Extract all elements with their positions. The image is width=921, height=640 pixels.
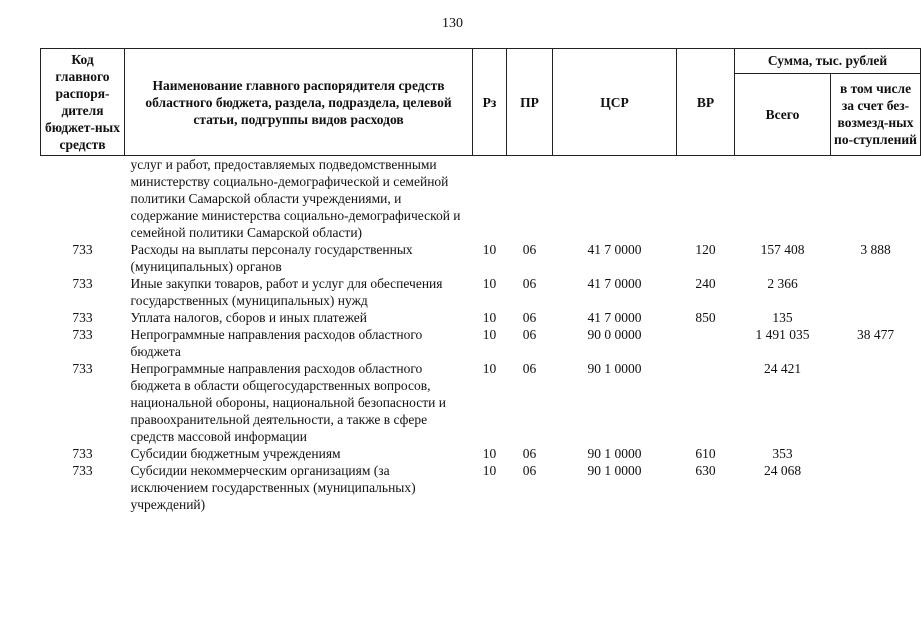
cell-code: 733: [72, 242, 93, 257]
cell-name: Непрограммные направления расходов областного бюджета в области общегосударственных вопросов, национальной обороны, национальной безопасности и правоохранительной деятельности, а также в сфере средств массовой информации: [130, 361, 446, 444]
header-rz: Рз: [473, 49, 507, 156]
cell-rz: 10: [482, 327, 497, 342]
cell-csr: [553, 156, 677, 242]
table-row: [41, 309, 921, 326]
cell-name: Непрограммные направления расходов областного бюджета: [130, 327, 423, 359]
cell-csr: 90 1 0000: [587, 463, 642, 478]
header-pr: ПР: [507, 49, 553, 156]
header-vr: ВР: [677, 49, 735, 156]
cell-total: 157 408: [760, 242, 805, 257]
cell-code: 733: [72, 327, 93, 342]
cell-pr: 06: [522, 276, 537, 291]
table-row: [41, 275, 921, 309]
cell-code: 733: [72, 446, 93, 461]
cell-grant: [831, 462, 921, 513]
page-number: 130: [442, 16, 463, 31]
cell-total: [735, 156, 831, 242]
table-row: [41, 360, 921, 445]
cell-pr: 06: [522, 446, 537, 461]
cell-pr: 06: [522, 463, 537, 478]
header-total: Всего: [735, 73, 831, 155]
cell-pr: [507, 156, 553, 242]
cell-vr: [677, 156, 735, 242]
cell-rz: 10: [482, 310, 497, 325]
cell-code: 733: [72, 276, 93, 291]
cell-vr: 850: [695, 310, 716, 325]
header-name: Наименование главного распорядителя средств областного бюджета, раздела, подраздела, целевой статьи, подгруппы видов расходов: [125, 49, 473, 156]
cell-rz: 10: [482, 242, 497, 257]
cell-grant: 38 477: [856, 327, 895, 342]
cell-grant: [831, 360, 921, 445]
cell-code: 733: [72, 361, 93, 376]
cell-total: 353: [772, 446, 793, 461]
cell-csr: 90 0 0000: [587, 327, 642, 342]
cell-name: услуг и работ, предоставляемых подведомственными министерству социально-демографической и семейной политики Самарской области учреждениями, и содержание министерства социально-демографической и семейной политики Самарской области): [130, 157, 461, 240]
cell-csr: 90 1 0000: [587, 446, 642, 461]
cell-vr: 240: [695, 276, 716, 291]
cell-total: 2 366: [767, 276, 798, 291]
cell-grant: [831, 156, 921, 242]
cell-csr: 41 7 0000: [587, 276, 642, 291]
cell-pr: 06: [522, 242, 537, 257]
cell-csr: 41 7 0000: [587, 310, 642, 325]
cell-code: 733: [72, 463, 93, 478]
table-row: [41, 326, 921, 360]
cell-name: Субсидии бюджетным учреждениям: [130, 446, 341, 461]
cell-grant: 3 888: [860, 242, 891, 257]
cell-code: 733: [72, 310, 93, 325]
cell-pr: 06: [522, 361, 537, 376]
table-row: [41, 156, 921, 242]
table-row: [41, 462, 921, 513]
cell-csr: 90 1 0000: [587, 361, 642, 376]
cell-name: Уплата налогов, сборов и иных платежей: [130, 310, 367, 325]
table-row: [41, 241, 921, 275]
cell-csr: 41 7 0000: [587, 242, 642, 257]
cell-rz: 10: [482, 276, 497, 291]
cell-vr: [677, 360, 735, 445]
cell-name: Иные закупки товаров, работ и услуг для обеспечения государственных (муниципальных) нужд: [130, 276, 443, 308]
cell-grant: [831, 309, 921, 326]
header-csr: ЦСР: [553, 49, 677, 156]
header-code: Код главного распоря-дителя бюджет-ных средств: [41, 49, 125, 156]
cell-total: 24 421: [763, 361, 802, 376]
cell-rz: 10: [482, 361, 497, 376]
cell-pr: 06: [522, 310, 537, 325]
cell-rz: 10: [482, 446, 497, 461]
cell-grant: [831, 275, 921, 309]
cell-vr: [677, 326, 735, 360]
cell-vr: 630: [695, 463, 716, 478]
cell-rz: 10: [482, 463, 497, 478]
cell-total: 24 068: [763, 463, 802, 478]
cell-code: [41, 156, 125, 242]
cell-vr: 120: [695, 242, 716, 257]
cell-total: 1 491 035: [755, 327, 810, 342]
cell-total: 135: [772, 310, 793, 325]
budget-table: [40, 48, 921, 513]
cell-grant: [831, 445, 921, 462]
header-sum: Сумма, тыс. рублей: [735, 49, 921, 74]
cell-rz: [473, 156, 507, 242]
cell-name: Расходы на выплаты персоналу государственных (муниципальных) органов: [130, 242, 413, 274]
header-grant: в том числе за счет без-возмезд-ных по-ступлений: [831, 73, 921, 155]
table-row: [41, 445, 921, 462]
cell-vr: 610: [695, 446, 716, 461]
cell-pr: 06: [522, 327, 537, 342]
cell-name: Субсидии некоммерческим организациям (за исключением государственных (муниципальных) учреждений): [130, 463, 416, 512]
